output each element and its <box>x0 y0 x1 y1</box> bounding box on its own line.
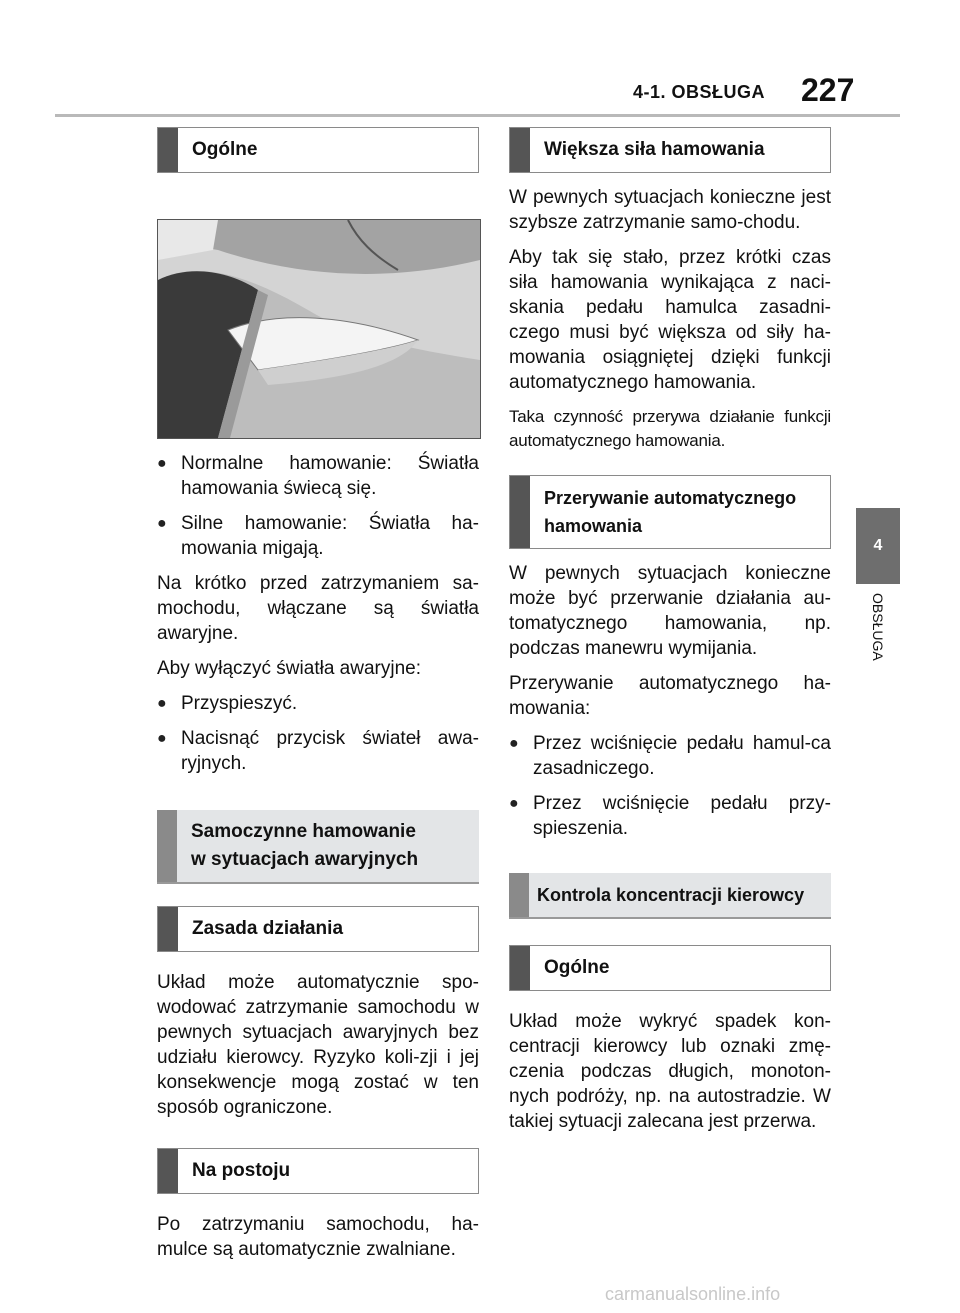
heading-wieksza-sila <box>509 127 831 173</box>
list-item: ● Przez wciśnięcie pedału hamul-ca zasadniczego. <box>509 733 831 779</box>
brake-light-image <box>158 220 480 438</box>
heading-text: Kontrola koncentracji kierowcy <box>537 885 805 905</box>
paragraph: Układ może wykryć spadek kon-centracji kierowcy lub oznaki zmę-czenia podczas długich, monoton-nych podróży, np. na autostradzie. W takiej sytuacji zalecana jest przerwa. <box>509 1011 831 1132</box>
list-item: ● Przyspieszyć. <box>157 693 298 714</box>
page-number: 227 <box>801 72 855 108</box>
heading-zasada-dzialania <box>157 906 479 952</box>
heading-na-postoju <box>157 1148 479 1194</box>
bullet-icon: ● <box>157 455 167 472</box>
paragraph: Aby tak się stało, przez krótki czas siła hamowania wynikająca z naci-skania pedału hamulca zasadni-czego musi być większa od siły ha-mowania osiągniętej dzięki funkcji automatycznego hamowania. <box>509 247 831 393</box>
side-tab-number: 4 <box>856 508 900 584</box>
heading-text: Większa siła hamowania <box>544 139 765 160</box>
left-column <box>157 127 479 1272</box>
list-item: ● Nacisnąć przycisk świateł awa-ryjnych. <box>157 728 479 774</box>
paragraph: Układ może automatycznie spo-wodować zatrzymanie samochodu w pewnych sytuacjach awaryjnych bez udziału kierowcy. Ryzyko koli-zji i jej konsekwencje mogą zostać w ten sposób ograniczone. <box>157 972 479 1118</box>
paragraph: W pewnych sytuacjach konieczne może być przerwanie działania au-tomatycznego hamowania, np. podczas manewru wymijania. <box>509 563 831 659</box>
heading-kontrola-koncentracji <box>509 873 831 919</box>
bullet-icon: ● <box>157 515 167 532</box>
side-tab-label <box>868 593 888 683</box>
right-column <box>509 127 831 1144</box>
header-section-title: 4-1. OBSŁUGA <box>633 82 766 102</box>
brake-light-illustration <box>157 219 481 439</box>
list-item: ● Normalne hamowanie: Światła hamowania świecą się. <box>157 453 479 499</box>
heading-text: Ogólne <box>544 957 610 978</box>
side-tab-label-text: OBSŁUGA <box>870 593 886 661</box>
heading-text: Zasada działania <box>192 918 344 939</box>
heading-text: Na postoju <box>192 1160 291 1181</box>
paragraph: Po zatrzymaniu samochodu, ha-mulce są automatycznie zwalniane. <box>157 1214 479 1260</box>
paragraph: W pewnych sytuacjach konieczne jest szybsze zatrzymanie samo-chodu. <box>509 187 831 233</box>
header-rule <box>55 114 900 117</box>
heading-przerywanie <box>509 475 831 549</box>
paragraph: Na krótko przed zatrzymaniem sa-mochodu, włączane są światła awaryjne. <box>157 573 479 644</box>
heading-text-line2: w sytuacjach awaryjnych <box>191 849 419 870</box>
heading-ogolne-right <box>509 945 831 991</box>
heading-samoczynne-hamowanie <box>157 810 479 884</box>
paragraph: Aby wyłączyć światła awaryjne: <box>157 658 421 679</box>
bullet-icon: ● <box>509 795 519 812</box>
bullet-icon: ● <box>157 695 167 712</box>
heading-ogolne <box>157 127 479 173</box>
paragraph: Taka czynność przerywa działanie funkcji automatycznego hamowania. <box>509 407 831 450</box>
heading-text-line1: Samoczynne hamowanie <box>191 821 416 842</box>
heading-text: Ogólne <box>192 139 258 160</box>
bullet-icon: ● <box>157 730 167 747</box>
watermark: carmanualsonline.info <box>605 1284 781 1304</box>
bullet-icon: ● <box>509 735 519 752</box>
paragraph: Przerywanie automatycznego ha-mowania: <box>509 673 831 719</box>
heading-text-line2: hamowania <box>544 516 643 536</box>
heading-text-line1: Przerywanie automatycznego <box>544 488 797 508</box>
list-item: ● Przez wciśnięcie pedału przy-spieszenia. <box>509 793 831 839</box>
list-item: ● Silne hamowanie: Światła ha-mowania migają. <box>157 513 479 559</box>
